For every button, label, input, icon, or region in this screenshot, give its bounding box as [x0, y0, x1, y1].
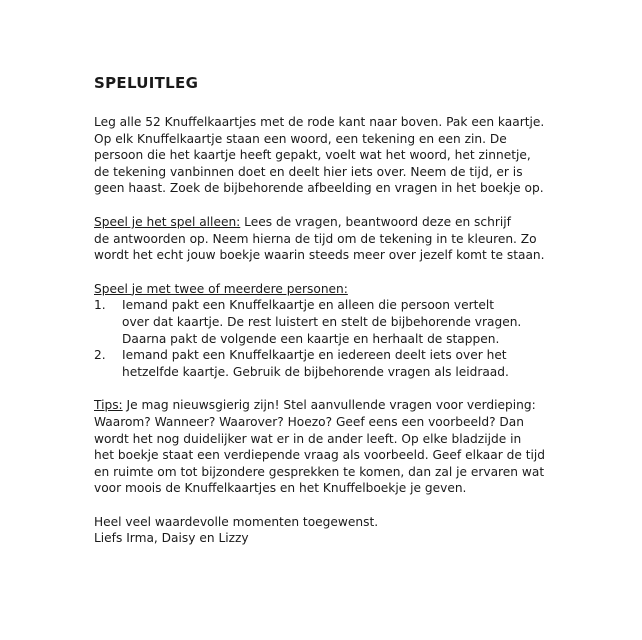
tips-first-rest: Je mag nieuwsgierig zijn! Stel aanvullende vragen voor verdieping: — [122, 398, 536, 413]
tips-first-line — [94, 397, 584, 414]
tips-paragraph — [94, 397, 584, 497]
closing-line: Heel veel waardevolle momenten toegewenst. — [94, 514, 379, 529]
list-item-line: Iemand pakt een Knuffelkaartje en alleen die persoon vertelt — [122, 298, 495, 313]
intro-paragraph — [94, 114, 584, 197]
intro-line: Op elk Knuffelkaartje staan een woord, een tekening en een zin. De — [94, 131, 507, 146]
closing-paragraph — [94, 514, 584, 547]
tips-line: het boekje staat een verdiepende vraag als voorbeeld. Geef elkaar de tijd — [94, 448, 546, 463]
alone-line: de antwoorden op. Neem hierna de tijd om de tekening in te kleuren. Zo — [94, 231, 537, 246]
group-section — [94, 281, 584, 381]
intro-line: de tekening vanbinnen doet en deelt hier iets over. Neem de tijd, er is — [94, 164, 523, 179]
signature-line: Liefs Irma, Daisy en Lizzy — [94, 531, 249, 546]
tips-line: Waarom? Wanneer? Waarover? Hoezo? Geef eens een voorbeeld? Dan — [94, 414, 524, 429]
alone-first-rest: Lees de vragen, beantwoord deze en schrijf — [240, 214, 511, 229]
list-item — [94, 347, 584, 380]
alone-line: wordt het echt jouw boekje waarin steeds meer over jezelf komt te staan. — [94, 248, 545, 263]
list-item-number: 1. — [94, 298, 106, 313]
list-item-line: over dat kaartje. De rest luistert en stelt de bijbehorende vragen. — [122, 314, 522, 329]
list-item-line: Iemand pakt een Knuffelkaartje en iedereen deelt iets over het — [122, 348, 507, 363]
alone-first-line — [94, 214, 584, 231]
tips-heading: Tips: — [94, 398, 123, 413]
list-item-line: Daarna pakt de volgende een kaartje en herhaalt de stappen. — [122, 331, 500, 346]
group-heading: Speel je met twee of meerdere personen: — [94, 281, 348, 296]
tips-line: voor moois de Knuffelkaartjes en het Knuffelboekje je geven. — [94, 481, 467, 496]
page-title: SPELUITLEG — [94, 74, 199, 92]
tips-line: wordt het nog duidelijker wat er in de ander leeft. Op elke bladzijde in — [94, 431, 522, 446]
intro-line: Leg alle 52 Knuffelkaartjes met de rode kant naar boven. Pak een kaartje. — [94, 115, 545, 129]
alone-heading: Speel je het spel alleen: — [94, 214, 241, 229]
alone-paragraph — [94, 214, 584, 264]
list-item-line: hetzelfde kaartje. Gebruik de bijbehorende vragen als leidraad. — [122, 364, 509, 379]
tips-line: en ruimte om tot bijzondere gesprekken te komen, dan zal je ervaren wat — [94, 464, 545, 479]
intro-line: geen haast. Zoek de bijbehorende afbeelding en vragen in het boekje op. — [94, 181, 544, 196]
list-item — [94, 297, 584, 347]
list-item-number: 2. — [94, 348, 106, 363]
intro-line: persoon die het kaartje heeft gepakt, voelt wat het woord, het zinnetje, — [94, 148, 531, 163]
instructions-page — [94, 74, 584, 547]
